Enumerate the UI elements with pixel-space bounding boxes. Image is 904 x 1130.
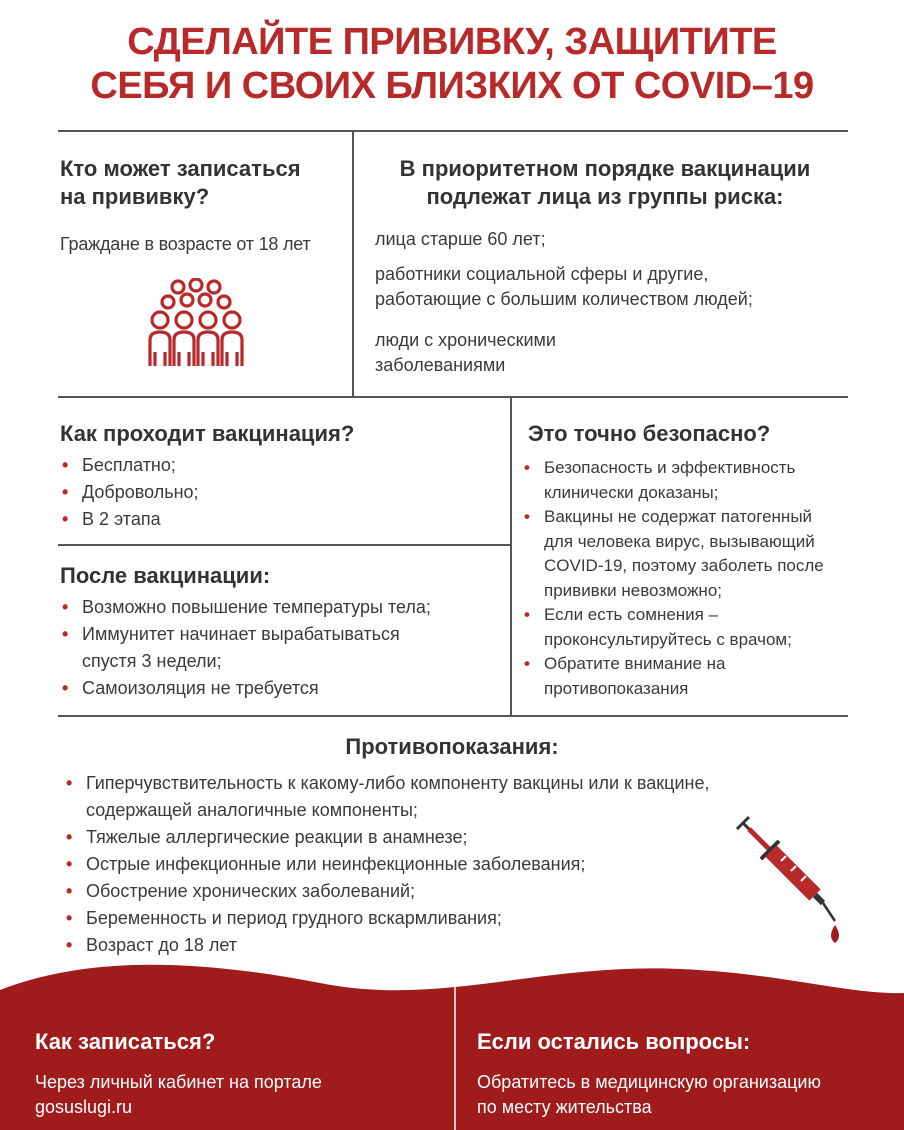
after-heading: После вакцинации: bbox=[60, 563, 271, 588]
divider-vertical-middle bbox=[510, 396, 512, 716]
list-item-line: • Если есть сомнения – bbox=[544, 605, 719, 624]
priority-item-3-line-2: заболеваниями bbox=[375, 355, 506, 375]
list-item: • Возможно повышение температуры тела; bbox=[60, 594, 431, 621]
list-item-line: спустя 3 недели; bbox=[82, 651, 222, 671]
list-item bbox=[522, 505, 824, 603]
priority-item-1: лица старше 60 лет; bbox=[375, 229, 546, 249]
footer-right-line-1: Обратитесь в медицинскую организацию bbox=[477, 1072, 821, 1092]
syringe-icon bbox=[735, 815, 845, 955]
list-item-line: проконсультируйтесь с врачом; bbox=[544, 629, 792, 649]
syringe-body bbox=[737, 817, 835, 921]
gosuslugi-link[interactable]: gosuslugi.ru bbox=[35, 1097, 133, 1117]
people-group-icon bbox=[140, 278, 252, 374]
list-item-line: содержащей аналогичные компоненты; bbox=[86, 800, 418, 820]
list-item: • Обострение хронических заболеваний; bbox=[64, 878, 709, 905]
footer-right-line-2: по месту жительства bbox=[477, 1097, 652, 1117]
footer-left-line-1: Через личный кабинет на портале bbox=[35, 1072, 322, 1092]
priority-item-3 bbox=[375, 328, 556, 378]
divider-top bbox=[58, 130, 848, 132]
page-title bbox=[0, 20, 904, 108]
list-item: • Самоизоляция не требуется bbox=[60, 675, 431, 702]
list-item-line: прививки невозможно; bbox=[544, 580, 723, 600]
priority-item-3-line-1: люди с хроническими bbox=[375, 330, 556, 350]
page-title-line-1: СДЕЛАЙТЕ ПРИВИВКУ, ЗАЩИТИТЕ bbox=[127, 21, 777, 63]
priority-item-2 bbox=[375, 262, 753, 312]
list-item: • Добровольно; bbox=[60, 479, 199, 506]
who-heading-line-2: на прививку? bbox=[60, 184, 210, 209]
safe-list bbox=[522, 456, 824, 701]
priority-heading-line-1: В приоритетном порядке вакцинации bbox=[399, 156, 811, 181]
divider-left-inner bbox=[58, 544, 510, 546]
divider-vertical-top bbox=[352, 130, 354, 397]
list-item-line: • Иммунитет начинает вырабатываться bbox=[82, 624, 400, 644]
how-heading: Как проходит вакцинация? bbox=[60, 421, 355, 446]
list-item-line: противопоказания bbox=[544, 678, 689, 698]
list-item bbox=[522, 603, 824, 652]
list-item-line: • Безопасность и эффективность bbox=[544, 458, 796, 477]
list-item-line: для человека вирус, вызывающий bbox=[544, 531, 815, 551]
priority-heading bbox=[364, 155, 846, 211]
list-item: • Возраст до 18 лет bbox=[64, 932, 709, 959]
list-item-line: • Гиперчувствительность к какому-либо компоненту вакцины или к вакцине, bbox=[86, 773, 710, 793]
list-item-line: • Обратите внимание на bbox=[544, 654, 726, 673]
list-item: • Беременность и период грудного вскармливания; bbox=[64, 905, 709, 932]
page-title-line-2: СЕБЯ И СВОИХ БЛИЗКИХ ОТ COVID–19 bbox=[90, 65, 814, 107]
priority-item-2-line-1: работники социальной сферы и другие, bbox=[375, 264, 709, 284]
divider-middle bbox=[58, 396, 848, 398]
safe-heading: Это точно безопасно? bbox=[528, 421, 771, 446]
list-item: • Бесплатно; bbox=[60, 452, 199, 479]
contra-list bbox=[64, 770, 709, 959]
list-item: • Тяжелые аллергические реакции в анамнезе; bbox=[64, 824, 709, 851]
who-heading bbox=[60, 155, 301, 211]
after-list bbox=[60, 594, 431, 702]
divider-bottom bbox=[58, 715, 848, 717]
footer-left-text bbox=[35, 1070, 322, 1120]
list-item bbox=[522, 652, 824, 701]
who-text: Граждане в возрасте от 18 лет bbox=[60, 234, 311, 254]
list-item bbox=[64, 770, 709, 824]
footer-right-heading: Если остались вопросы: bbox=[477, 1029, 751, 1054]
people-front-row bbox=[150, 312, 242, 366]
priority-item-2-line-2: работающие с большим количеством людей; bbox=[375, 289, 753, 309]
list-item bbox=[60, 621, 431, 675]
priority-heading-line-2: подлежат лица из группы риска: bbox=[426, 184, 784, 209]
who-heading-line-1: Кто может записаться bbox=[60, 156, 301, 181]
list-item: • Острые инфекционные или неинфекционные заболевания; bbox=[64, 851, 709, 878]
blood-drop bbox=[831, 925, 839, 943]
footer-left-heading: Как записаться? bbox=[35, 1029, 216, 1054]
footer-right-text bbox=[477, 1070, 821, 1120]
list-item bbox=[522, 456, 824, 505]
list-item: • В 2 этапа bbox=[60, 506, 199, 533]
contra-heading: Противопоказания: bbox=[345, 734, 559, 759]
list-item-line: клинически доказаны; bbox=[544, 482, 719, 502]
list-item-line: • Вакцины не содержат патогенный bbox=[544, 507, 813, 526]
people-back-row bbox=[162, 279, 230, 308]
list-item-line: COVID-19, поэтому заболеть после bbox=[544, 556, 824, 575]
how-list bbox=[60, 452, 199, 533]
